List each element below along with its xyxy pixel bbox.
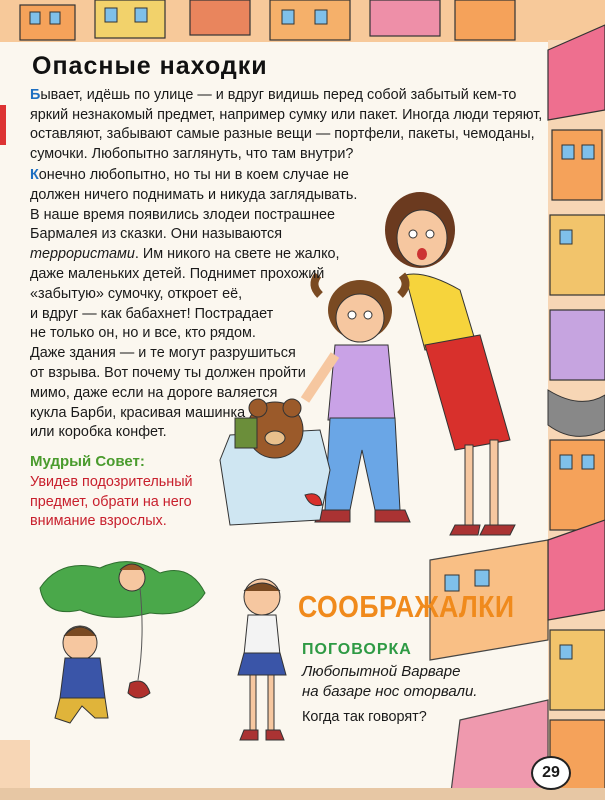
main-line: и вдруг — как бабахнет! Пострадает xyxy=(30,305,274,322)
main-line: кукла Барби, красивая машинка xyxy=(30,404,246,421)
main-line: «забытую» сумочку, откроет её, xyxy=(30,285,243,302)
proverb-heading: ПОГОВОРКА xyxy=(302,641,412,658)
main-line: от взрыва. Вот почему ты должен пройти xyxy=(30,364,306,381)
main-line: или коробка конфет. xyxy=(30,424,167,441)
advice-line: Увидев подозрительный xyxy=(30,474,193,490)
main-line: даже маленьких детей. Поднимет прохожий xyxy=(30,265,325,282)
intro-text: ывает, идёшь по улице — и вдруг видишь перед собой забытый кем-то яркий незнакомый предмет, например сумку или пакет. Иногда люди теряют, оставляют, забывают самые разные вещи — портфели, пакеты, чемоданы, сумочки. Любопытно заглянуть, что там внутри? xyxy=(30,87,543,162)
puzzles-heading: СООБРАЖАЛКИ xyxy=(298,589,515,624)
main-line: мимо, даже если на дороге валяется xyxy=(30,384,278,401)
advice-heading: Мудрый Совет: xyxy=(30,453,145,470)
intro-drop-cap: Б xyxy=(30,87,41,103)
advice-text xyxy=(30,473,193,532)
advice-line: предмет, обрати на него xyxy=(30,493,192,510)
page-number: 29 xyxy=(531,756,571,790)
main-paragraph xyxy=(30,166,375,443)
proverb-text xyxy=(302,662,477,701)
main-line: Даже здания — и те могут разрушиться xyxy=(30,345,296,362)
main-line: террористами. Им никого на свете не жалко, xyxy=(30,246,340,263)
advice-line: внимание взрослых. xyxy=(30,513,167,529)
proverb-line: на базаре нос оторвали. xyxy=(302,682,478,700)
main-drop-cap: К xyxy=(30,167,39,183)
intro-paragraph xyxy=(30,86,550,164)
main-line: должен ничего поднимать и никуда заглядывать. xyxy=(30,186,358,203)
proverb-line: Любопытной Варваре xyxy=(302,663,461,680)
proverb-question: Когда так говорят? xyxy=(302,709,427,725)
main-line: Конечно любопытно, но ты ни в коем случае не xyxy=(30,167,349,183)
main-line: Бармалея из сказки. Они называются xyxy=(30,226,283,243)
emphasis-term: террористами xyxy=(30,246,135,263)
main-line: не только он, но и все, кто рядом. xyxy=(30,325,256,342)
page-title: Опасные находки xyxy=(32,52,268,80)
main-line: В наше время появились злодеи пострашнее xyxy=(30,206,336,223)
